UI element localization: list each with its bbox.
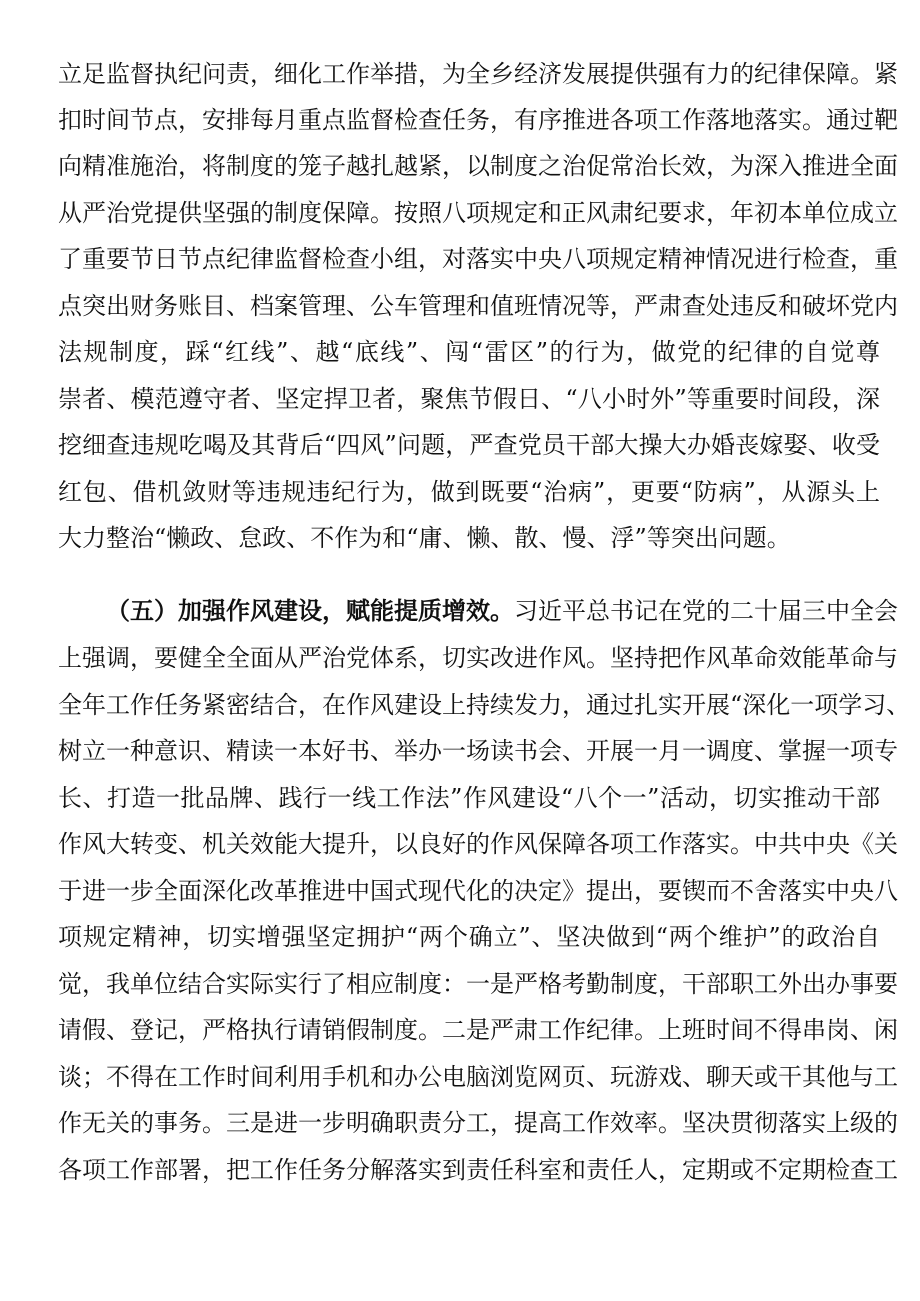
text-line: 全年工作任务紧密结合，在作风建设上持续发力，通过扎实开展“深化一项学习、 [58, 691, 911, 719]
text-line: 法规制度，踩“红线”、越“底线”、闯“雷区”的行为，做党的纪律的自觉尊 [58, 338, 880, 366]
text-line: 红包、借机敛财等违规违纪行为，做到既要“治病”，更要“防病”，从源头上 [58, 478, 880, 506]
text-line: 大力整治“懒政、怠政、不作为和“庸、懒、散、慢、浮”等突出问题。 [58, 524, 791, 552]
text-line: 扣时间节点，安排每月重点监督检查任务，有序推进各项工作落地落实。通过靶 [58, 106, 898, 134]
text-line: 从严治党提供坚强的制度保障。按照八项规定和正风肃纪要求，年初本单位成立 [58, 199, 898, 227]
section-heading: （五）加强作风建设，赋能提质增效。 [106, 597, 514, 625]
text-line: 谈；不得在工作时间利用手机和办公电脑浏览网页、玩游戏、聊天或干其他与工 [58, 1063, 898, 1091]
text-line: 项规定精神，切实增强坚定拥护“两个确立”、坚决做到“两个维护”的政治自 [58, 923, 880, 951]
text-line: 挖细查违规吃喝及其背后“四风”问题，严查党员干部大操大办婚丧嫁娶、收受 [58, 431, 880, 459]
text-line-first [106, 591, 898, 631]
text-line: 请假、登记，严格执行请销假制度。二是严肃工作纪律。上班时间不得串岗、闲 [58, 1016, 898, 1044]
text-line: 长、打造一批品牌、践行一线工作法”作风建设“八个一”活动，切实推动干部 [58, 784, 880, 812]
text-line: 各项工作部署，把工作任务分解落实到责任科室和责任人，定期或不定期检查工 [58, 1156, 898, 1184]
text-line: 立足监督执纪问责，细化工作举措，为全乡经济发展提供强有力的纪律保障。紧 [58, 60, 898, 88]
text-line: 上强调，要健全全面从严治党体系，切实改进作风。坚持把作风革命效能革命与 [58, 644, 898, 672]
text-line: 于进一步全面深化改革推进中国式现代化的决定》提出，要锲而不舍落实中央八 [58, 877, 898, 905]
heading-line-rest: 习近平总书记在党的二十届三中全会 [514, 597, 898, 625]
text-line: 作无关的事务。三是进一步明确职责分工，提高工作效率。坚决贯彻落实上级的 [58, 1109, 898, 1137]
text-line: 树立一种意识、精读一本好书、举办一场读书会、开展一月一调度、掌握一项专 [58, 737, 898, 765]
text-line: 觉，我单位结合实际实行了相应制度：一是严格考勤制度，干部职工外出办事要 [58, 970, 898, 998]
text-line: 向精准施治，将制度的笼子越扎越紧，以制度之治促常治长效，为深入推进全面 [58, 152, 898, 180]
text-line: 作风大转变、机关效能大提升，以良好的作风保障各项工作落实。中共中央《关 [58, 830, 898, 858]
text-line: 崇者、模范遵守者、坚定捍卫者，聚焦节假日、“八小时外”等重要时间段，深 [58, 385, 880, 413]
text-line: 了重要节日节点纪律监督检查小组，对落实中央八项规定精神情况进行检查，重 [58, 245, 898, 273]
text-line: 点突出财务账目、档案管理、公车管理和值班情况等，严肃查处违反和破坏党内 [58, 292, 898, 320]
